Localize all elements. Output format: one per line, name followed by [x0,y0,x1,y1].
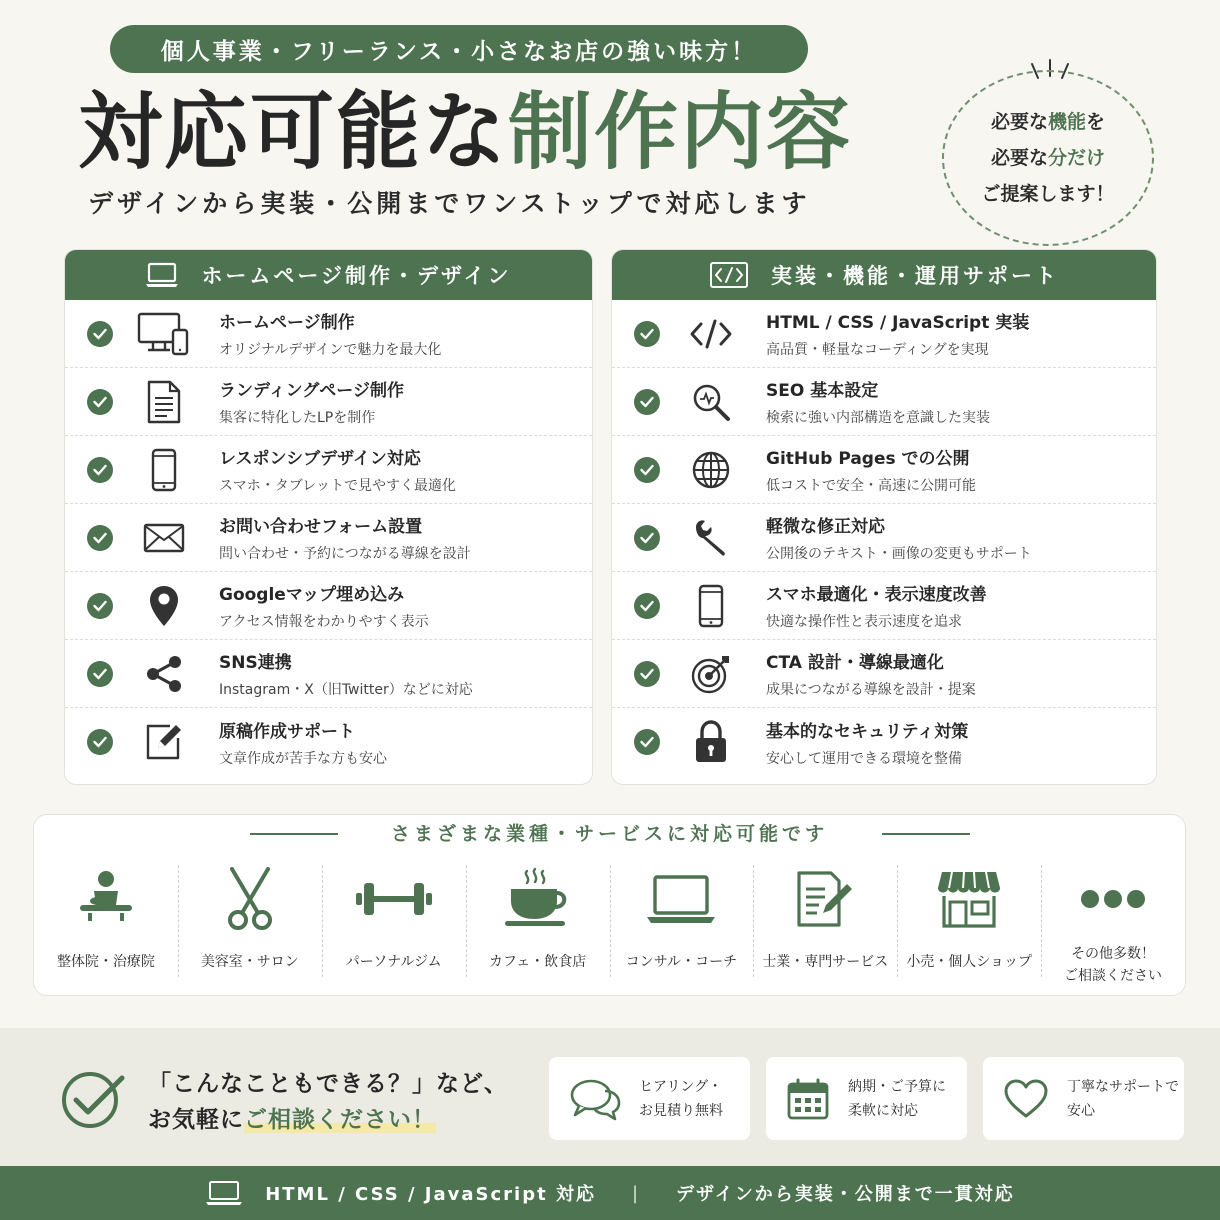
footer-bar [0,1166,1220,1220]
service-title: 原稿作成サポート [219,721,355,742]
check-icon [87,457,113,483]
lock-icon [684,715,738,769]
check-icon [87,525,113,551]
check-icon [634,321,660,347]
service-row [65,436,592,504]
service-desc: 検索に強い内部構造を意識した実装 [766,410,990,426]
service-desc: 高品質・軽量なコーディングを実現 [766,342,989,358]
panel-title: 実装・機能・運用サポート [771,264,1059,288]
cta-highlight: ご相談ください！ [244,1107,436,1133]
service-title: お問い合わせフォーム設置 [219,517,423,537]
feature-card [549,1057,750,1140]
more-icon [1080,859,1146,939]
service-row [65,504,592,572]
industry-item [897,859,1041,989]
check-icon [634,729,660,755]
document-pen-icon [795,859,855,939]
industry-label: 整体院・治療院 [56,954,155,970]
laptop-icon [205,1180,243,1206]
page-title [78,82,852,182]
service-desc: スマホ・タブレットで見やすく最適化 [219,478,457,494]
smartphone-icon [137,443,191,497]
panel-header [65,250,592,300]
service-desc: 安心して運用できる環境を整備 [766,750,962,767]
service-row [65,708,592,776]
service-row [65,300,592,368]
check-icon [87,593,113,619]
feature-card [766,1057,967,1140]
shop-icon [936,859,1002,939]
service-row [612,504,1156,572]
industry-label: 士業・専門サービス [762,954,889,970]
service-desc: 成果につながる導線を設計・提案 [766,682,976,698]
target-icon [684,647,738,701]
service-row [65,572,592,640]
panel-header [612,250,1156,300]
smartphone-icon [684,579,738,633]
industry-item [1041,859,1185,989]
page-subtitle: デザインから実装・公開までワンストップで対応します [88,189,811,218]
badge-line-3: ご提案します！ [981,183,1115,205]
service-title: ホームページ制作 [219,313,355,333]
service-title: CTA 設計・導線最適化 [766,653,944,673]
service-title: スマホ最適化・表示速度改善 [766,585,987,605]
industries-section [33,814,1186,996]
panel-title: ホームページ制作・デザイン [201,264,512,288]
service-row [612,368,1156,436]
service-desc: 低コストで安全・高速に公開可能 [766,478,976,494]
industry-label: 美容室・サロン [200,954,299,970]
card-line-1: 納期・ご予算に [848,1078,946,1095]
service-desc: 文章作成が苦手な方も安心 [219,750,387,767]
title-part2: 制作内容 [508,83,853,181]
cta-line-1: 「こんなこともできる？」など、 [148,1071,508,1097]
check-icon [634,389,660,415]
industry-item [753,859,897,989]
industry-label: コンサル・コーチ [625,954,738,970]
service-desc: オリジナルデザインで魅力を最大化 [219,342,442,358]
card-line-1: ヒアリング・ [639,1078,723,1095]
industry-item [466,859,610,989]
industry-item [610,859,754,989]
check-icon [87,729,113,755]
service-title: SNS連携 [219,653,292,673]
check-icon [87,321,113,347]
laptop-icon [645,859,717,939]
therapy-icon [76,859,136,939]
badge-line-1: 必要な機能を [990,111,1106,133]
check-icon [634,525,660,551]
service-title: 基本的なセキュリティ対策 [766,721,969,742]
document-icon [137,375,191,429]
check-icon [634,593,660,619]
industry-label: カフェ・飲食店 [488,954,587,970]
service-desc: Instagram・X（旧Twitter）などに対応 [219,682,473,698]
wrench-icon [684,511,738,565]
service-title: Googleマップ埋め込み [219,585,405,605]
industry-item [34,859,178,989]
map-pin-icon [137,579,191,633]
code-icon [684,307,738,361]
implementation-support-panel [611,249,1157,785]
proposal-badge [942,70,1154,246]
title-part1: 対応可能な [78,83,509,181]
heart-icon [1003,1078,1049,1120]
service-desc: 公開後のテキスト・画像の変更もサポート [766,546,1032,562]
service-row [612,436,1156,504]
service-row [612,708,1156,776]
feature-card [983,1057,1184,1140]
code-window-icon [709,261,749,289]
tagline-pill: 個人事業・フリーランス・小さなお店の強い味方！ [110,25,808,73]
industries-title: さまざまな業種・サービスに対応可能です [390,823,828,845]
coffee-icon [503,859,573,939]
globe-icon [684,443,738,497]
card-line-2: 安心 [1067,1102,1095,1119]
check-icon [634,661,660,687]
chat-icon [569,1077,621,1121]
industry-label: その他多数！ ご相談ください [1064,946,1163,984]
cta-message [148,1066,508,1138]
calendar-icon [786,1077,830,1121]
service-title: 軽微な修正対応 [766,517,885,537]
check-icon [634,457,660,483]
service-title: ランディングページ制作 [219,381,404,401]
service-title: SEO 基本設定 [766,381,879,401]
card-line-2: 柔軟に対応 [848,1102,918,1119]
check-icon [87,661,113,687]
service-title: レスポンシブデザイン対応 [219,449,421,469]
devices-icon [137,307,191,361]
mail-icon [137,511,191,565]
homepage-design-panel [64,249,593,785]
service-row [612,572,1156,640]
share-icon [137,647,191,701]
scissors-icon [224,859,276,939]
check-icon [87,389,113,415]
search-icon [684,375,738,429]
footer-left-text: HTML / CSS / JavaScript 対応 [265,1184,596,1205]
industry-item [322,859,466,989]
industry-label: パーソナルジム [345,954,442,970]
footer-right-text: デザインから実装・公開まで一貫対応 [676,1184,1015,1205]
check-circle-icon [60,1070,126,1130]
service-desc: アクセス情報をわかりやすく表示 [219,614,429,630]
dumbbell-icon [354,859,434,939]
service-row [612,640,1156,708]
service-desc: 快適な操作性と表示速度を追求 [766,614,962,630]
service-desc: 集客に特化したLPを制作 [219,410,376,426]
card-line-1: 丁寧なサポートで [1067,1078,1179,1095]
service-desc: 問い合わせ・予約につながる導線を設計 [219,546,471,562]
industry-label: 小売・個人ショップ [906,954,1033,970]
service-row [65,640,592,708]
service-title: GitHub Pages での公開 [766,449,970,469]
footer-separator: | [631,1182,641,1204]
edit-icon [137,715,191,769]
service-row [612,300,1156,368]
card-line-2: お見積り無料 [639,1102,723,1119]
monitor-icon [145,262,179,288]
service-row [65,368,592,436]
badge-line-2: 必要な分だけ [990,147,1106,169]
cta-line-2: お気軽にご相談ください！ [148,1107,436,1133]
industry-item [178,859,322,989]
service-title: HTML / CSS / JavaScript 実装 [766,313,1030,333]
